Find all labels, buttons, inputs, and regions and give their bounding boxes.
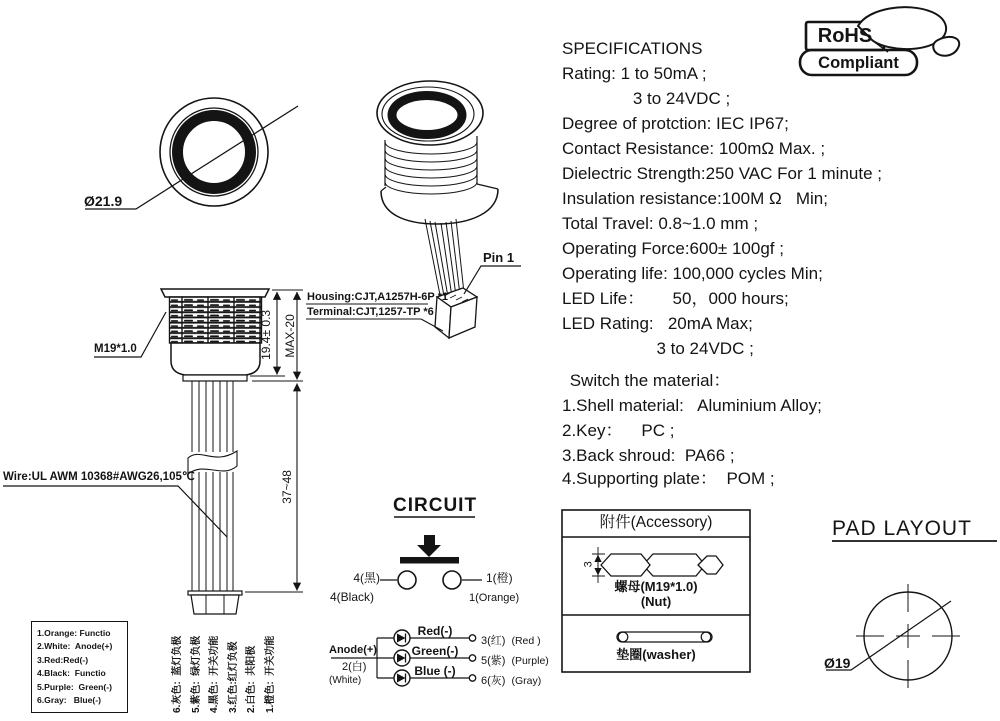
legend-cn-column: 5.紫色: 绿灯负极 (191, 635, 202, 713)
wire-legend-box (31, 621, 128, 713)
legend-item: 1.Orange: Functio (37, 628, 111, 638)
spec-line: Operating life: 100,000 cycles Min; (562, 264, 823, 283)
housing-label: Housing:CJT,A1257H-6P *1 (307, 291, 449, 303)
switch-pin4-cn: 4(黑) (353, 571, 380, 585)
pad-diameter-label: Ø19 (824, 655, 851, 671)
thread-size-label: M19*1.0 (94, 343, 137, 355)
pad-layout-title: PAD LAYOUT (832, 517, 972, 540)
material-line: 4.Supporting plate： POM ; (562, 469, 775, 488)
spec-line: Total Travel: 0.8~1.0 mm ; (562, 214, 759, 233)
anode-wire-label: (White) (329, 675, 362, 686)
washer-label: 垫圈(washer) (616, 647, 696, 662)
spec-line: Operating Force:600± 100gf ; (562, 239, 784, 258)
legend-item: 2.White: Anode(+) (37, 641, 113, 652)
led-pin5-label (481, 651, 549, 669)
switch-pin1-en: 1(Orange) (469, 592, 520, 604)
spec-line: 3 to 24VDC ; (562, 339, 754, 358)
led-green-label: Green(-) (411, 644, 459, 658)
led-red-label: Red(-) (417, 624, 453, 638)
legend-cn-column: 2.白色: 共阳极 (246, 645, 257, 713)
pin-wire-color: (Purple) (511, 655, 549, 667)
material-line: 2.Key： PC ; (562, 421, 675, 440)
terminal-label: Terminal:CJT,1257-TP *6 (307, 306, 434, 318)
switch-pin1-cn: 1(橙) (486, 571, 513, 585)
legend-item: 6.Gray: Blue(-) (37, 695, 101, 706)
dim-head-height: 19.4± 0.3 (259, 309, 274, 360)
legend-cn-column: 6.灰色: 蓝灯负极 (172, 635, 183, 713)
legend-item: 4.Black: Functio (37, 668, 106, 679)
nut-thickness-dim: 3 (582, 561, 595, 568)
specs-title: SPECIFICATIONS (562, 39, 703, 58)
accessory-title: 附件(Accessory) (599, 514, 713, 531)
spec-line: Degree of protction: IEC IP67; (562, 114, 789, 133)
spec-line: Contact Resistance: 100mΩ Max. ; (562, 139, 826, 158)
pin-number: 6(灰) (481, 675, 506, 687)
legend-cn-column: 4.黑色: 开关功能 (209, 635, 220, 713)
legend-item: 5.Purple: Green(-) (37, 681, 112, 692)
pin1-label: Pin 1 (483, 250, 515, 265)
spec-line: LED Rating: 20mA Max; (562, 314, 753, 333)
nut-label: 螺母(M19*1.0) (614, 579, 698, 594)
spec-line: LED Life： 50，000 hours; (562, 289, 789, 308)
pin-wire-color: (Gray) (511, 675, 542, 687)
pin-number: 3(红) (481, 635, 506, 647)
wire-spec-label: Wire:UL AWM 10368#AWG26,105℃ (3, 471, 195, 483)
legend-item: 3.Red:Red(-) (37, 654, 89, 665)
legend-cn-column: 1.橙色: 开关功能 (265, 635, 276, 713)
material-line: 1.Shell material: Aluminium Alloy; (562, 396, 822, 415)
dim-max-height: MAX-20 (283, 314, 298, 358)
rohs-subtitle: Compliant (818, 54, 899, 72)
anode-pin-label: 2(白) (342, 661, 367, 673)
spec-line: 3 to 24VDC ; (562, 89, 731, 108)
switch-pin4-en: 4(Black) (330, 590, 375, 604)
spec-line: Dielectric Strength:250 VAC For 1 minute ; (562, 164, 882, 183)
circuit-title: CIRCUIT (393, 495, 478, 516)
dim-cable-length: 37~48 (280, 470, 295, 504)
circuit-drawing (380, 517, 482, 589)
led-blue-label: Blue (-) (414, 664, 456, 678)
led-pin3-label (481, 631, 541, 649)
pad-layout-drawing (826, 541, 997, 688)
material-line: 3.Back shroud: PA66 ; (562, 446, 735, 465)
spec-line: Insulation resistance:100M Ω Min; (562, 189, 828, 208)
side-view-drawing (3, 289, 303, 614)
rohs-title: RoHS (817, 25, 873, 47)
led-pin6-label (481, 671, 541, 689)
front-diameter-label: Ø21.9 (84, 193, 123, 209)
spec-line: Rating: 1 to 50mA ; (562, 64, 707, 83)
material-title: Switch the material： (565, 371, 731, 390)
pin-wire-color: (Red ) (511, 635, 541, 647)
nut-sublabel: (Nut) (640, 594, 672, 609)
anode-label: Anode(+) (329, 644, 377, 656)
pin-number: 5(紫) (481, 655, 506, 667)
legend-cn-column: 3.红色:红灯负极 (228, 641, 239, 713)
